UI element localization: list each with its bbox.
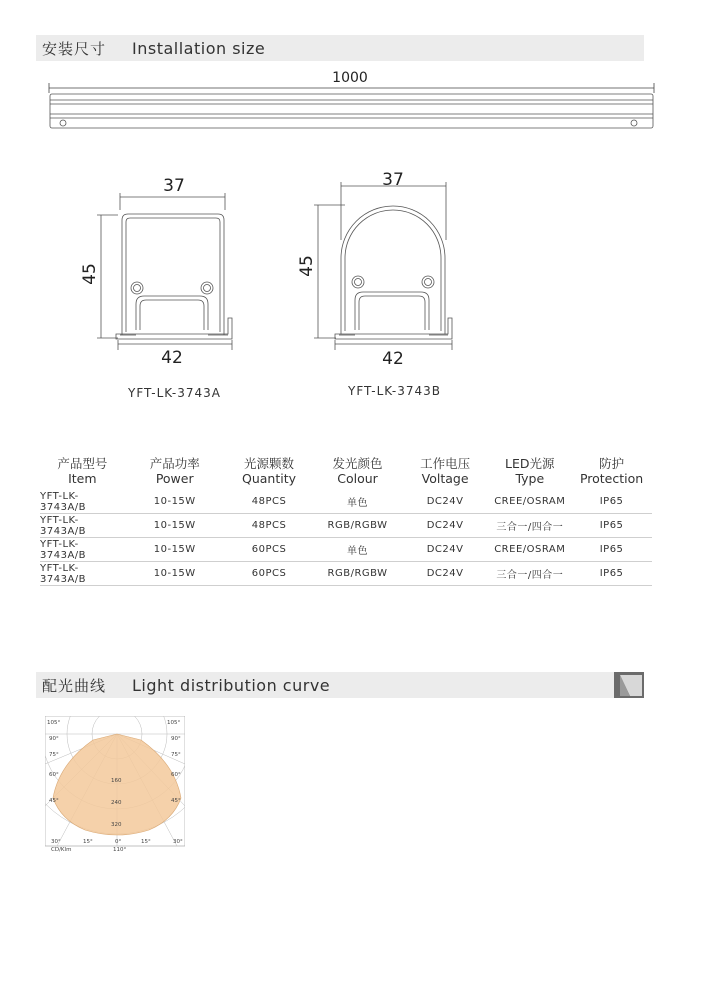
bottom-angle-label: 15° xyxy=(141,839,151,845)
light-distribution-header xyxy=(36,672,644,698)
angle-label: 75° xyxy=(49,752,59,758)
profile-a-drawing xyxy=(97,193,232,350)
table-row xyxy=(40,490,652,514)
installation-drawings xyxy=(0,0,715,420)
angle-label: 45° xyxy=(49,798,59,804)
angle-label: 105° xyxy=(47,720,61,726)
header-colour: 发光颜色 Colour xyxy=(332,456,383,486)
section-title-en: Installation size xyxy=(132,38,266,58)
header-item: 产品型号 Item xyxy=(57,456,108,486)
bottom-angle-label: 15° xyxy=(83,839,93,845)
length-dimension xyxy=(49,70,654,93)
table-row xyxy=(40,538,652,562)
cell-colour: 单色 xyxy=(347,546,369,557)
cell-item: YFT-LK-3743A/B xyxy=(40,490,87,513)
cell-type: CREE/OSRAM xyxy=(494,496,566,507)
cell-power: 10-15W xyxy=(153,520,196,531)
table-row xyxy=(40,514,652,538)
radial-label: 160 xyxy=(111,778,122,784)
cell-power: 10-15W xyxy=(153,568,196,579)
cell-item: YFT-LK-3743A/B xyxy=(40,514,87,537)
table-row xyxy=(40,562,652,586)
cell-item: YFT-LK-3743A/B xyxy=(40,562,87,585)
cell-voltage: DC24V xyxy=(426,568,464,579)
profile-bar-side-view xyxy=(50,94,653,128)
cell-power: 10-15W xyxy=(153,544,196,555)
bottom-angle-label: 30° xyxy=(173,839,183,845)
header-power: 产品功率 Power xyxy=(149,456,200,486)
cell-power: 10-15W xyxy=(153,496,196,507)
cell-protection: IP65 xyxy=(599,568,624,579)
unit-label: CD/Klm xyxy=(51,847,72,852)
section-title-cn: 安装尺寸 xyxy=(42,39,107,58)
cell-type: CREE/OSRAM xyxy=(494,544,566,555)
radial-label: 320 xyxy=(111,822,122,828)
header-voltage: 工作电压 Voltage xyxy=(420,456,471,486)
radial-label: 240 xyxy=(111,800,122,806)
cell-quantity: 48PCS xyxy=(251,520,287,531)
bottom-angle-label: 0° xyxy=(115,839,122,845)
cell-protection: IP65 xyxy=(599,520,624,531)
profile-a-height: 45 xyxy=(80,263,100,285)
profile-b-base-width: 42 xyxy=(382,349,404,369)
header-protection: 防护 Protection xyxy=(579,456,644,486)
cell-protection: IP65 xyxy=(599,496,624,507)
section-title-cn: 配光曲线 xyxy=(42,676,107,695)
profile-b-drawing xyxy=(314,182,452,350)
spec-table xyxy=(40,456,652,586)
angle-label: 45° xyxy=(171,798,181,804)
cell-type: 三合一/四合一 xyxy=(496,570,564,581)
cell-item: YFT-LK-3743A/B xyxy=(40,538,87,561)
cell-quantity: 60PCS xyxy=(251,568,287,579)
cell-protection: IP65 xyxy=(599,544,624,555)
spec-table-header xyxy=(40,456,652,490)
section-title-en: Light distribution curve xyxy=(132,675,331,695)
profile-b-height: 45 xyxy=(297,255,317,277)
profile-a-model: YFT-LK-3743A xyxy=(128,386,221,400)
angle-label: 60° xyxy=(49,772,59,778)
cell-quantity: 48PCS xyxy=(251,496,287,507)
length-dim-text: 1000 xyxy=(332,70,368,86)
profile-b-model: YFT-LK-3743B xyxy=(348,384,441,398)
cell-voltage: DC24V xyxy=(426,544,464,555)
profile-b-top-width: 37 xyxy=(382,170,404,190)
angle-label: 60° xyxy=(171,772,181,778)
angle-label: 75° xyxy=(171,752,181,758)
profile-a-top-width: 37 xyxy=(163,176,185,196)
beam-angle-label: 110° xyxy=(113,847,127,852)
cell-quantity: 60PCS xyxy=(251,544,287,555)
corner-logo-icon xyxy=(614,672,644,698)
header-type: LED光源 Type xyxy=(505,456,555,486)
profile-a-base-width: 42 xyxy=(161,348,183,368)
header-quantity: 光源颗数 Quantity xyxy=(242,456,297,486)
cell-voltage: DC24V xyxy=(426,496,464,507)
cell-type: 三合一/四合一 xyxy=(496,522,564,533)
bottom-angle-label: 30° xyxy=(51,839,61,845)
angle-label: 105° xyxy=(167,720,181,726)
light-distribution-chart xyxy=(45,716,185,852)
cell-colour: RGB/RGBW xyxy=(327,520,388,531)
cell-colour: 单色 xyxy=(347,498,369,509)
angle-label: 90° xyxy=(49,736,59,742)
cell-colour: RGB/RGBW xyxy=(327,568,388,579)
angle-label: 90° xyxy=(171,736,181,742)
cell-voltage: DC24V xyxy=(426,520,464,531)
